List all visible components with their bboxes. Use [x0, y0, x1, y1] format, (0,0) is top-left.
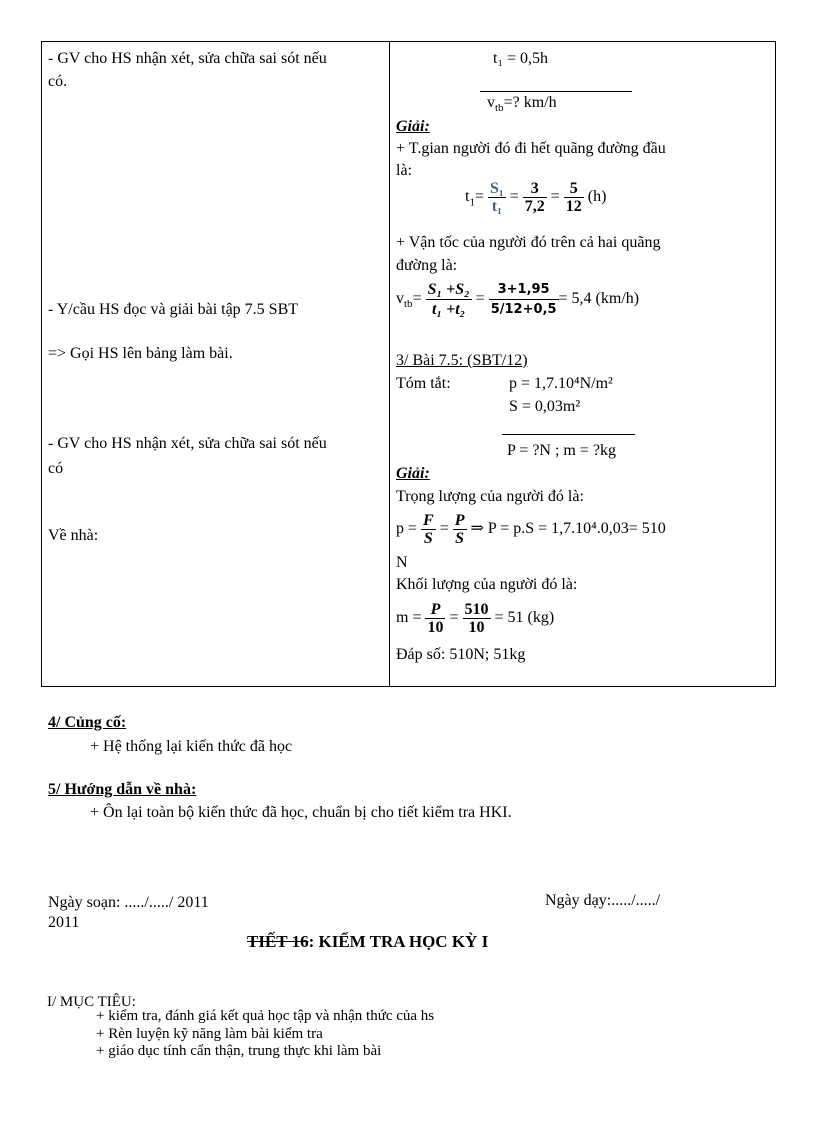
weight-formula: p = $\frac{F}{S}$ = $\frac{P}{S}$ ⇒ P = p.S = 1,7.10⁴.0,03= 510: [396, 511, 666, 547]
lesson-title: TIẾT 16: KIỂM TRA HỌC KỲ I: [247, 932, 489, 951]
teacher-activity-cell: [42, 42, 390, 687]
mass-formula: m = $\frac{P}{10}$ = $\frac{510}{10}$ = 51 (kg): [396, 600, 555, 636]
gv-comment-2a: - GV cho HS nhận xét, sửa chữa sai sót nếu: [48, 435, 327, 452]
given-area: S = 0,03m²: [509, 398, 581, 415]
time-text-a: + T.gian người đó đi hết quãng đường đầu: [396, 140, 666, 157]
student-activity-cell: [390, 42, 776, 687]
lesson-table: [41, 41, 776, 687]
summary-label: Tóm tắt:: [396, 375, 451, 392]
consolidation-heading: 4/ Củng cố:: [48, 714, 127, 731]
homework-item: + Ôn lại toàn bộ kiến thức đã học, chuẩn bị cho tiết kiểm tra HKI.: [90, 804, 512, 821]
gv-comment-2b: có: [48, 460, 64, 477]
question-p-m: P = ?N ; m = ?kg: [507, 442, 616, 459]
summary-line-1: [480, 91, 632, 92]
given-t1: t₁ = 0,5h: [493, 50, 549, 67]
summary-line-2: [502, 434, 635, 435]
gv-comment-1b: có.: [48, 73, 68, 90]
homework-heading: 5/ Hướng dẫn về nhà:: [48, 781, 197, 798]
speed-text-a: + Vận tốc của người đó trên cả hai quãng: [396, 234, 661, 251]
weight-unit: N: [396, 554, 408, 571]
gv-comment-1a: - GV cho HS nhận xét, sửa chữa sai sót nếu: [48, 50, 327, 67]
call-student: => Gọi HS lên bảng làm bài.: [48, 345, 233, 362]
weight-text: Trọng lượng của người đó là:: [396, 488, 584, 505]
solution-heading-2: Giải:: [396, 465, 430, 482]
objective-item: + kiểm tra, đánh giá kết quả học tập và nhận thức của hs: [96, 1008, 435, 1024]
preparation-date: Ngày soạn: ...../...../ 2011: [48, 894, 209, 911]
solution-heading-1: Giải:: [396, 118, 430, 135]
question-vtb: $v_{tb}=$? km/h: [487, 94, 557, 115]
answer: Đáp số: 510N; 51kg: [396, 646, 526, 663]
time-formula: $t_1=$ $\frac{\text{S₁}}{\text{t₁}}$ = $\frac{3}{7,2}$ = $\frac{5}{12}$ (h): [465, 180, 607, 215]
exercise-7-5-heading: 3/ Bài 7.5: (SBT/12): [396, 352, 528, 369]
preparation-year: 2011: [48, 914, 80, 931]
homework-label: Về nhà:: [48, 527, 99, 544]
consolidation-item: + Hệ thống lại kiến thức đã học: [90, 738, 293, 755]
speed-text-b: đường là:: [396, 257, 458, 274]
given-pressure: p = 1,7.10⁴N/m²: [509, 375, 613, 392]
mass-text: Khối lượng của người đó là:: [396, 576, 578, 593]
teaching-date: Ngày dạy:...../...../: [545, 892, 661, 909]
objectives-heading: I/ MỤC TIÊU:: [47, 994, 136, 1010]
time-text-b: là:: [396, 162, 412, 179]
speed-formula: $v_{tb}=$ $\frac{\text{S₁ +S₂}}{\text{t₁ +t₂}}$ = $\frac{3+1,95}{5/12+0,5}$ = 5,4 (km/h): [396, 280, 640, 318]
request-exercise: - Y/cầu HS đọc và giải bài tập 7.5 SBT: [48, 301, 299, 318]
objective-item: + Rèn luyện kỹ năng làm bài kiểm tra: [96, 1026, 323, 1042]
objective-item: + giáo dục tính cẩn thận, trung thực khi làm bài: [96, 1043, 382, 1059]
